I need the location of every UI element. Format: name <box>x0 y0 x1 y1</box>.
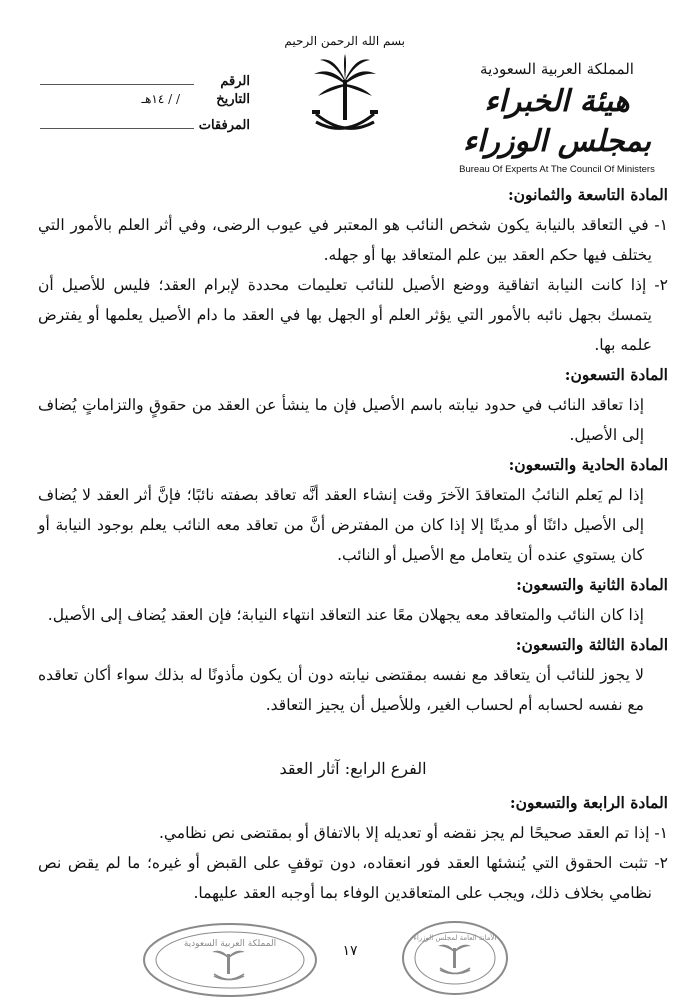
article-89 <box>38 180 668 360</box>
seal-right-text: الأمانة العامة لمجلس الوزراء <box>413 934 497 942</box>
palm-swords-emblem-icon <box>310 52 380 142</box>
attachments-line <box>40 114 194 129</box>
attachments-row <box>40 114 250 136</box>
reference-number-line <box>40 70 194 85</box>
article-item: ٢- إذا كانت النيابة اتفاقية ووضع الأصيل للنائب تعليمات محددة لإبرام العقد؛ فليس للأصيل أن يتمسك بجهل نائبه بالأمور التي يؤثر العلم أو الجهل بها في العقد ما دام الأصيل يعلمها أو يفترض علمه بها. <box>38 276 668 354</box>
date-value: / / ١٤هـ <box>141 92 180 106</box>
reference-number-label: الرقم <box>220 74 250 89</box>
official-seal-right-icon <box>400 918 510 998</box>
article-92 <box>38 570 668 630</box>
reference-number-row <box>40 70 250 92</box>
document-body <box>38 180 668 908</box>
letterhead-emblem-block <box>285 34 405 142</box>
bureau-name-arabic: هيئة الخبراء بمجلس الوزراء <box>462 84 652 159</box>
section-heading: الفرع الرابع: آثار العقد <box>279 759 427 778</box>
article-text: إذا كان النائب والمتعاقد معه يجهلان معًا عند التعاقد انتهاء النيابة؛ فإن العقد يُضاف إلى الأصيل. <box>47 606 644 624</box>
article-title: المادة الحادية والتسعون: <box>508 455 668 474</box>
article-item: ١- إذا تم العقد صحيحًا لم يجز نقضه أو تعديله إلا بالاتفاق أو بمقتضى نص نظامي. <box>158 824 668 842</box>
date-row <box>40 92 250 114</box>
page-number: ١٧ <box>342 943 358 959</box>
bureau-name-english: Bureau Of Experts At The Council Of Ministers <box>459 164 655 175</box>
article-title: المادة الثالثة والتسعون: <box>515 635 668 654</box>
article-item: ١- في التعاقد بالنيابة يكون شخص النائب هو المعتبر في عيوب الرضى، وفي أثر العلم بالأمور التي يختلف فيها حكم العقد بين علم المتعاقد بها أو جهله. <box>38 216 668 264</box>
article-94 <box>38 788 668 908</box>
article-text: إذا لم يَعلم النائبُ المتعاقدَ الآخرَ وقت إنشاء العقد أنَّه تعاقد بصفته نائبًا؛ فإنَّ أثر العقد لا يُضاف إلى الأصيل دائنًا أو مدينًا إلا إذا كان من المفترض أنَّ من تعاقد معه النائب يعلم بوجود النيابة أو كان يستوي عنده أن يتعامل مع الأصيل أو النائب. <box>38 486 644 564</box>
article-91 <box>38 450 668 570</box>
reference-fields <box>40 70 250 136</box>
kingdom-name: المملكة العربية السعودية <box>480 60 634 78</box>
official-seal-left-icon <box>140 918 320 998</box>
attachments-label: المرفقات <box>198 118 250 133</box>
seal-left-text: المملكة العربية السعودية <box>183 939 277 949</box>
article-text: لا يجوز للنائب أن يتعاقد مع نفسه بمقتضى نيابته دون أن يكون مأذونًا له بذلك سواء أكان تعاقده مع نفسه لحسابه أم لحساب الغير، وللأصيل أن يجيز التعاقد. <box>38 666 644 714</box>
letterhead-organization <box>442 60 672 175</box>
article-90 <box>38 360 668 450</box>
article-title: المادة التاسعة والثمانون: <box>507 185 668 204</box>
article-93 <box>38 630 668 720</box>
basmala: بسم الله الرحمن الرحيم <box>284 34 405 48</box>
article-text: إذا تعاقد النائب في حدود نيابته باسم الأصيل فإن ما ينشأ عن العقد من حقوقٍ والتزاماتٍ يُضاف إلى الأصيل. <box>38 396 644 444</box>
article-title: المادة التسعون: <box>564 365 668 384</box>
article-item: ٢- تثبت الحقوق التي يُنشئها العقد فور انعقاده، دون توقفٍ على القبض أو غيره؛ ما لم يقض نص نظامي بخلاف ذلك، ويجب على المتعاقدين الوفاء بما أوجبه العقد عليهما. <box>38 854 668 902</box>
article-title: المادة الرابعة والتسعون: <box>509 793 668 812</box>
date-label: التاريخ <box>216 92 250 107</box>
article-title: المادة الثانية والتسعون: <box>516 575 668 594</box>
